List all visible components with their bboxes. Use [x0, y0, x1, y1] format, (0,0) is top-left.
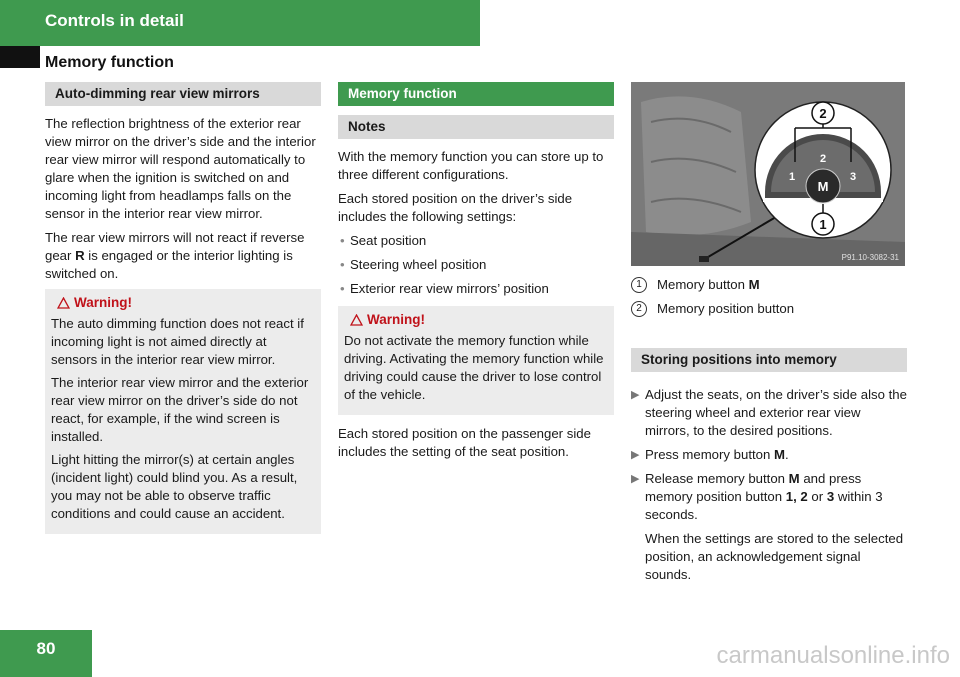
warning-text: Do not activate the memory function while driving. Activating the memory function while driving could cause the driver to lose control of the vehicle.: [344, 333, 604, 402]
column-left: [45, 82, 321, 544]
instruction-step: ▶ Press memory button M.: [631, 447, 789, 462]
chapter-title: Controls in detail: [45, 11, 184, 30]
step-arrow-icon: ▶: [631, 473, 640, 485]
chapter-tab: [0, 0, 480, 46]
section-marker: [0, 46, 40, 68]
legend-number: 1: [631, 277, 647, 293]
step-arrow-icon: ▶: [631, 449, 640, 461]
column-right: [631, 82, 907, 590]
list-item: • Exterior rear view mirrors’ position: [338, 280, 614, 298]
warning-box: [338, 306, 614, 415]
paragraph: The reflection brightness of the exterior rear view mirror on the driver’s side and the interior rear view mirror will respond automatically to glare when the ignition is switched on and incoming light from headlamps falls on the sensor in the interior rear view mirror.: [45, 116, 316, 221]
button-3-label: 3: [849, 171, 857, 183]
warning-title: Warning!: [344, 311, 608, 329]
instruction-step: ▶ Release memory button M and press memory position button 1, 2 or 3 within 3 seconds. When the settings are stored to the selected position, an acknowledgement signal sounds.: [631, 470, 907, 584]
list-item: • Seat position: [338, 232, 614, 250]
warning-triangle-icon: [350, 314, 363, 326]
button-1-label: 1: [788, 171, 796, 183]
legend-number: 2: [631, 301, 647, 317]
memory-button-photo: [631, 82, 905, 266]
section-heading-memory-function: Memory function: [338, 82, 614, 106]
page-number: 80: [0, 630, 92, 677]
legend-item: 1 Memory button M: [631, 276, 907, 294]
column-middle: [338, 82, 614, 467]
instruction-step: ▶ Adjust the seats, on the driver’s side also the steering wheel and exterior rear view mirrors, to the desired positions.: [631, 387, 907, 438]
watermark: carmanualsonline.info: [716, 642, 950, 669]
button-2-label: 2: [819, 153, 827, 165]
step-note: When the settings are stored to the selected position, an acknowledgement signal sounds.: [645, 531, 904, 582]
callout-1: 1: [819, 217, 827, 232]
legend-item: 2 Memory position button: [631, 300, 907, 318]
warning-triangle-icon: [57, 297, 70, 309]
warning-box: [45, 289, 321, 534]
photo-code: P91.10-3082-31: [841, 253, 899, 262]
page-subtitle: Memory function: [45, 54, 174, 71]
seat-illustration: [631, 82, 905, 266]
paragraph: With the memory function you can store up to three different configurations.: [338, 149, 604, 182]
button-m-label: M: [817, 179, 829, 194]
step-arrow-icon: ▶: [631, 389, 640, 401]
warning-text: Light hitting the mirror(s) at certain angles (incident light) could blind you. As a result, you may not be able to observe traffic conditions and could cause an accident.: [51, 452, 298, 521]
paragraph: Each stored position on the passenger side includes the setting of the seat position.: [338, 426, 591, 459]
list-item: • Steering wheel position: [338, 256, 614, 274]
warning-text: The interior rear view mirror and the exterior rear view mirror on the driver’s side do not react, for example, if the wind screen is installed.: [51, 375, 309, 444]
paragraph: Each stored position on the driver’s side includes the following settings:: [338, 191, 573, 224]
section-heading-auto-dimming: Auto-dimming rear view mirrors: [45, 82, 321, 106]
warning-text: The auto dimming function does not react if incoming light is not aimed directly at sensors in the interior rear view mirror.: [51, 316, 304, 367]
warning-title: Warning!: [51, 294, 315, 312]
callout-2: 2: [819, 106, 827, 121]
section-heading-notes: Notes: [338, 115, 614, 139]
section-heading-storing: Storing positions into memory: [631, 348, 907, 372]
paragraph: The rear view mirrors will not react if reverse gear R is engaged or the interior lighting is switched on.: [45, 230, 305, 281]
